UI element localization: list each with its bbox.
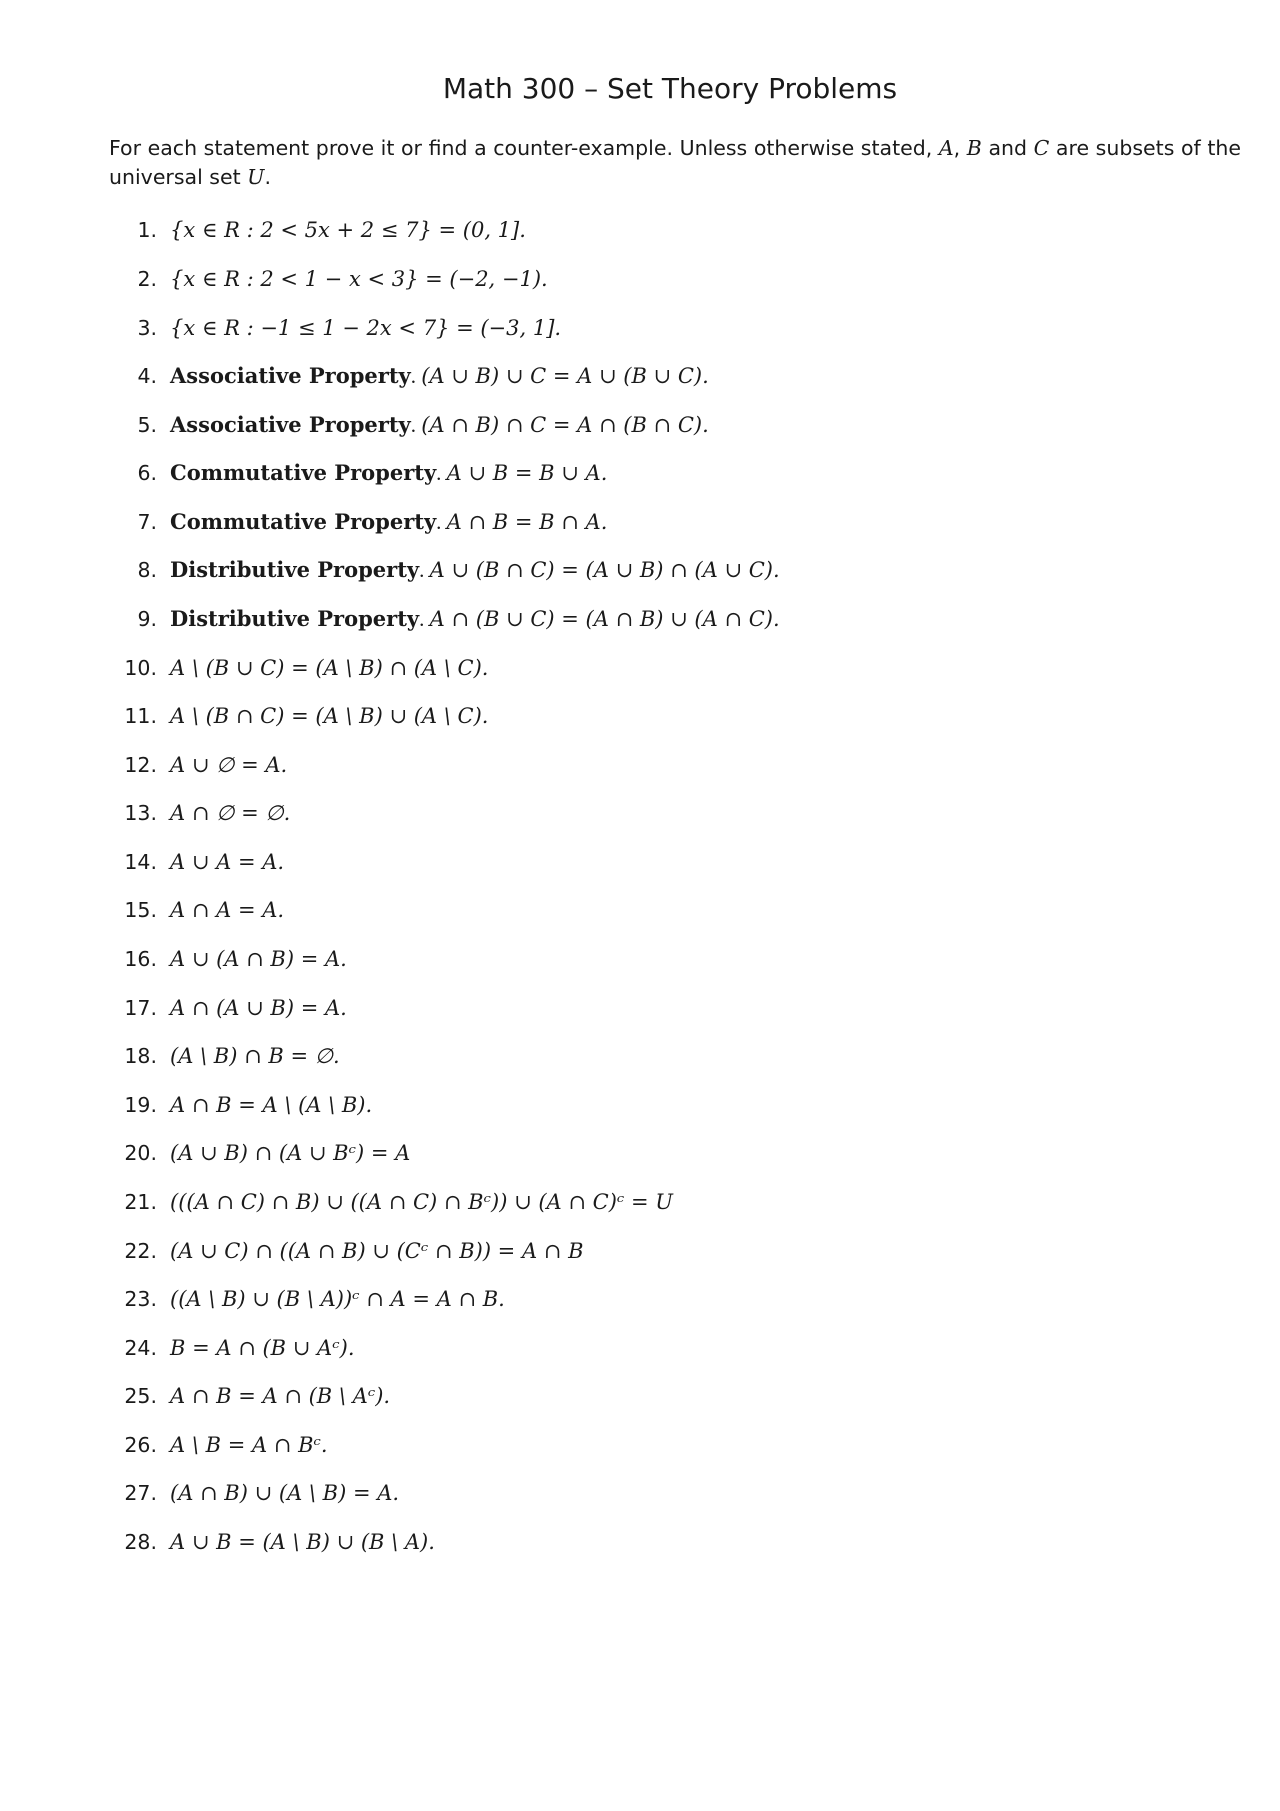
problem-number: 17. [124, 996, 157, 1020]
problem-item [0, 1527, 1200, 1557]
property-name: Associative Property [170, 412, 411, 437]
problem-number: 2. [137, 267, 157, 291]
problem-statement: A ∩ B = A \ (A \ B). [170, 1093, 373, 1117]
problem-statement: A ∪ A = A. [170, 850, 285, 874]
problem-statement: A ∩ A = A. [170, 898, 285, 922]
problem-item: 5. Associative Property. (A ∩ B) ∩ C = A ∩ (B ∩ C). [0, 410, 1200, 440]
problem-number: 15. [124, 898, 157, 922]
problem-item [0, 798, 1200, 828]
problem-statement: A ∪ B = B ∪ A. [446, 461, 608, 485]
property-name: Commutative Property [170, 460, 437, 485]
var-u: U [247, 165, 265, 189]
problem-number: 21. [124, 1190, 157, 1214]
page-title: Math 300 – Set Theory Problems [442, 72, 898, 105]
problem-statement: A ∩ B = A ∩ (B \ Aᶜ). [170, 1384, 391, 1408]
property-name: Commutative Property [170, 509, 437, 534]
problem-number: 20. [124, 1141, 157, 1165]
problem-number: 28. [124, 1530, 157, 1554]
problem-number: 22. [124, 1239, 157, 1263]
problem-item [0, 1236, 1200, 1266]
problem-item [0, 1138, 1200, 1168]
problem-item [0, 701, 1200, 731]
problem-number: 5. [137, 413, 157, 437]
var-a: A [938, 136, 954, 160]
problem-statement: (A \ B) ∩ B = ∅. [170, 1044, 340, 1068]
problem-number: 9. [137, 607, 157, 631]
problem-statement: A \ B = A ∩ Bᶜ. [170, 1433, 328, 1457]
problem-number: 23. [124, 1287, 157, 1311]
problem-item [0, 1478, 1200, 1508]
problem-statement: A ∪ (B ∩ C) = (A ∪ B) ∩ (A ∪ C). [429, 558, 780, 582]
problem-item: 4. Associative Property. (A ∪ B) ∪ C = A ∪ (B ∪ C). [0, 361, 1200, 391]
problem-statement: B = A ∩ (B ∪ Aᶜ). [170, 1336, 355, 1360]
problem-item: 7. Commutative Property. A ∩ B = B ∩ A. [0, 507, 1200, 537]
problem-statement: (A ∪ B) ∪ C = A ∪ (B ∪ C). [421, 364, 709, 388]
var-c: C [1033, 136, 1050, 160]
problem-item [0, 1187, 1200, 1217]
problem-number: 11. [124, 704, 157, 728]
problem-statement: A \ (B ∪ C) = (A \ B) ∩ (A \ C). [170, 656, 489, 680]
problem-number: 1. [137, 218, 157, 242]
problem-item [0, 1333, 1200, 1363]
problem-item [0, 264, 1200, 294]
problem-number: 27. [124, 1481, 157, 1505]
problem-item [0, 1284, 1200, 1314]
problem-item: 9. Distributive Property. A ∩ (B ∪ C) = (A ∩ B) ∪ (A ∩ C). [0, 604, 1200, 634]
problem-statement: (A ∪ C) ∩ ((A ∩ B) ∪ (Cᶜ ∩ B)) = A ∩ B [170, 1239, 584, 1263]
problem-item [0, 1090, 1200, 1120]
problem-number: 6. [137, 461, 157, 485]
problem-statement: A ∩ B = B ∩ A. [446, 510, 608, 534]
problem-number: 26. [124, 1433, 157, 1457]
problem-item [0, 1381, 1200, 1411]
problem-statement: {x ∈ R : −1 ≤ 1 − 2x < 7} = (−3, 1]. [170, 316, 562, 340]
problem-number: 24. [124, 1336, 157, 1360]
problem-number: 25. [124, 1384, 157, 1408]
problem-statement: {x ∈ R : 2 < 1 − x < 3} = (−2, −1). [170, 267, 548, 291]
problem-statement: A ∪ (A ∩ B) = A. [170, 947, 347, 971]
problem-statement: (A ∪ B) ∩ (A ∪ Bᶜ) = A [170, 1141, 411, 1165]
problem-number: 14. [124, 850, 157, 874]
problem-number: 12. [124, 753, 157, 777]
problem-statement: ((A \ B) ∪ (B \ A))ᶜ ∩ A = A ∩ B. [170, 1287, 505, 1311]
problem-statement: (((A ∩ C) ∩ B) ∪ ((A ∩ C) ∩ Bᶜ)) ∪ (A ∩ C)ᶜ = U [170, 1190, 673, 1214]
problem-item [0, 313, 1200, 343]
problem-statement: (A ∩ B) ∩ C = A ∩ (B ∩ C). [421, 413, 709, 437]
problem-number: 18. [124, 1044, 157, 1068]
problem-statement: A ∪ ∅ = A. [170, 753, 288, 777]
problem-statement: A ∩ (A ∪ B) = A. [170, 996, 347, 1020]
property-name: Associative Property [170, 363, 411, 388]
var-b: B [966, 136, 982, 160]
problem-number: 8. [137, 558, 157, 582]
problem-item [0, 215, 1200, 245]
problem-statement: A \ (B ∩ C) = (A \ B) ∪ (A \ C). [170, 704, 489, 728]
problem-number: 16. [124, 947, 157, 971]
problem-statement: A ∪ B = (A \ B) ∪ (B \ A). [170, 1530, 435, 1554]
problem-item [0, 944, 1200, 974]
problem-statement: A ∩ ∅ = ∅. [170, 801, 291, 825]
problem-item [0, 1430, 1200, 1460]
problem-item [0, 895, 1200, 925]
problem-statement: A ∩ (B ∪ C) = (A ∩ B) ∪ (A ∩ C). [429, 607, 780, 631]
instructions: For each statement prove it or find a counter-example. Unless otherwise stated, A, B and C are subsets of the universal set U. [109, 136, 1241, 189]
problem-item: 8. Distributive Property. A ∪ (B ∩ C) = (A ∪ B) ∩ (A ∪ C). [0, 555, 1200, 585]
problem-item [0, 1041, 1200, 1071]
property-name: Distributive Property [170, 606, 420, 631]
problem-item: 6. Commutative Property. A ∪ B = B ∪ A. [0, 458, 1200, 488]
instructions-text: For each statement prove it or find a counter-example. Unless otherwise stated, [109, 136, 939, 160]
problem-item [0, 993, 1200, 1023]
problem-statement: (A ∩ B) ∪ (A \ B) = A. [170, 1481, 400, 1505]
property-name: Distributive Property [170, 557, 420, 582]
problem-number: 3. [137, 316, 157, 340]
problem-number: 4. [137, 364, 157, 388]
problem-item [0, 847, 1200, 877]
problem-item [0, 653, 1200, 683]
problem-number: 19. [124, 1093, 157, 1117]
problem-number: 10. [124, 656, 157, 680]
problem-number: 7. [137, 510, 157, 534]
problem-number: 13. [124, 801, 157, 825]
problem-statement: {x ∈ R : 2 < 5x + 2 ≤ 7} = (0, 1]. [170, 218, 526, 242]
problem-item [0, 750, 1200, 780]
